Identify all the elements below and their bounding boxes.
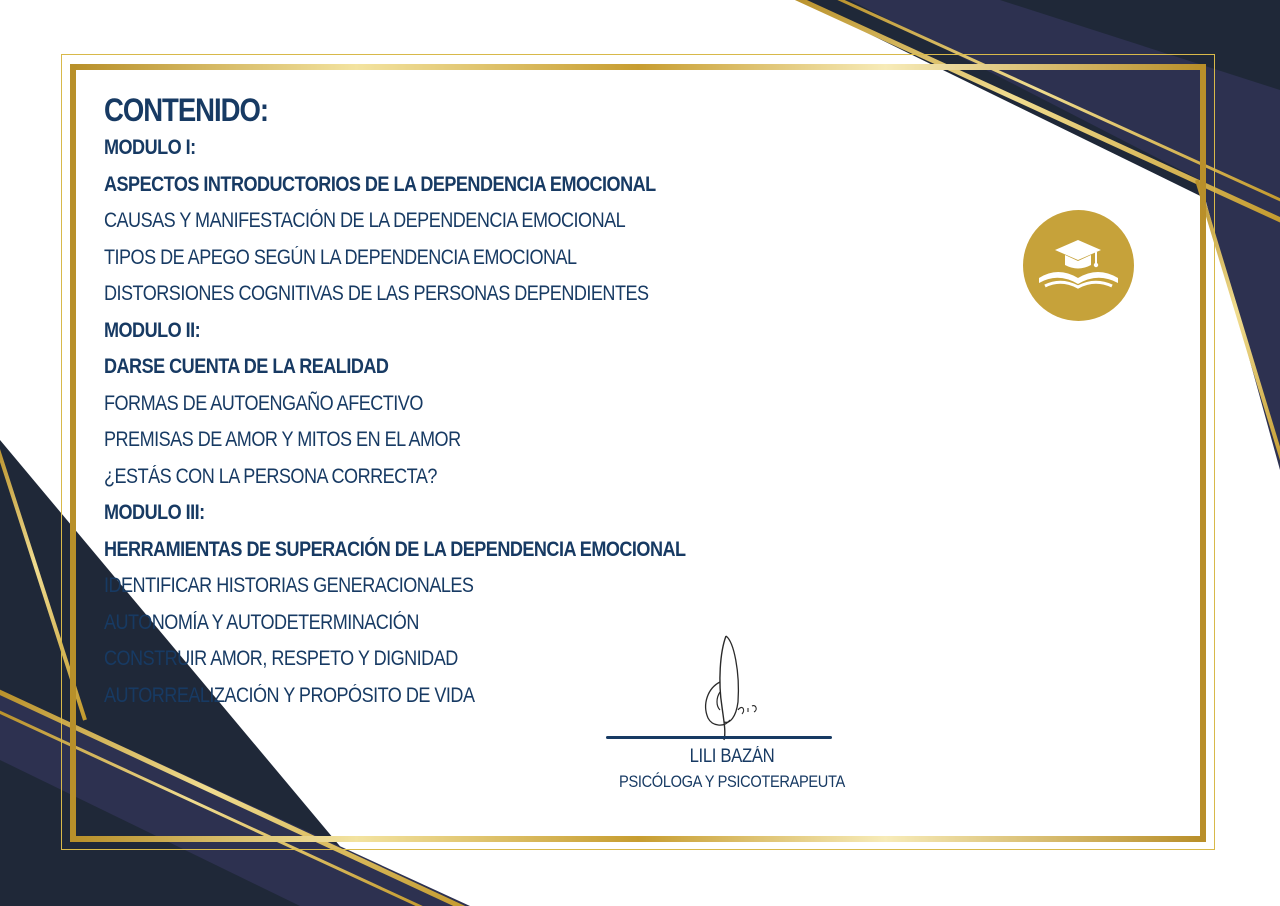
course-content (104, 92, 864, 714)
module-heading-line: MODULO II: (104, 318, 201, 342)
module-heading-line: ASPECTOS INTRODUCTORIOS DE LA DEPENDENCIA EMOCIONAL (104, 172, 656, 196)
signer-name: LILI BAZÁN (689, 746, 775, 767)
topic-line: CAUSAS Y MANIFESTACIÓN DE LA DEPENDENCIA EMOCIONAL (104, 209, 626, 232)
module-heading-line: DARSE CUENTA DE LA REALIDAD (104, 355, 389, 378)
signer-title: PSICÓLOGA Y PSICOTERAPEUTA (619, 772, 845, 791)
topic-line: PREMISAS DE AMOR Y MITOS EN EL AMOR (104, 428, 461, 451)
content-heading: CONTENIDO: (104, 92, 268, 128)
module-heading-line: HERRAMIENTAS DE SUPERACIÓN DE LA DEPENDENCIA EMOCIONAL (104, 537, 686, 561)
topic-line: AUTORREALIZACIÓN Y PROPÓSITO DE VIDA (104, 683, 475, 707)
topic-line: CONSTRUIR AMOR, RESPETO Y DIGNIDAD (104, 647, 458, 670)
emblem-badge (1023, 210, 1134, 321)
topic-line: ¿ESTÁS CON LA PERSONA CORRECTA? (104, 464, 437, 488)
content-list (104, 130, 864, 714)
topic-line: AUTONOMÍA Y AUTODETERMINACIÓN (104, 610, 419, 634)
signature-line (606, 736, 832, 739)
graduation-cap-book-icon (1023, 210, 1134, 321)
module-heading-line: MODULO III: (104, 501, 205, 524)
topic-line: IDENTIFICAR HISTORIAS GENERACIONALES (104, 574, 474, 597)
module-heading-line: MODULO I: (104, 136, 196, 159)
topic-line: FORMAS DE AUTOENGAÑO AFECTIVO (104, 391, 423, 415)
topic-line: TIPOS DE APEGO SEGÚN LA DEPENDENCIA EMOCIONAL (104, 245, 577, 269)
topic-line: DISTORSIONES COGNITIVAS DE LAS PERSONAS DEPENDIENTES (104, 282, 649, 305)
handwritten-signature (690, 632, 770, 742)
